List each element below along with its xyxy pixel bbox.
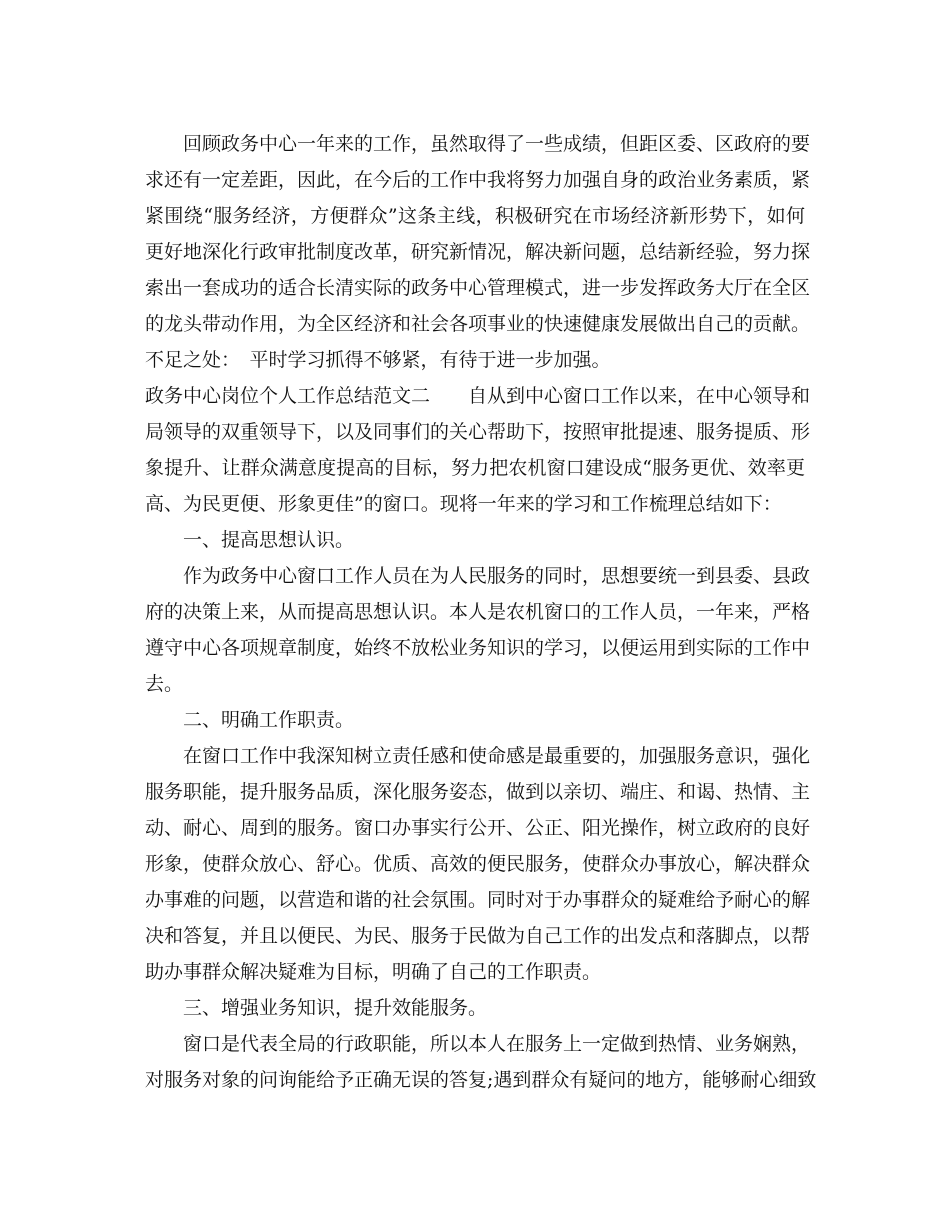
text-line: 府的决策上来，从而提高思想认识。本人是农机窗口的工作人员，一年来，严格 xyxy=(145,601,811,623)
text-line: 的龙头带动作用，为全区经济和社会各项事业的快速健康发展做出自己的贡献。 xyxy=(145,313,811,335)
text-line: 政务中心岗位个人工作总结范文二 自从到中心窗口工作以来，在中心领导和 xyxy=(145,385,811,407)
text-line: 窗口是代表全局的行政职能，所以本人在服务上一定做到热情、业务娴熟， xyxy=(145,1033,811,1055)
text-line: 在窗口工作中我深知树立责任感和使命感是最重要的，加强服务意识，强化 xyxy=(145,745,811,767)
text-line: 办事难的问题，以营造和谐的社会氛围。同时对于办事群众的疑难给予耐心的解 xyxy=(145,889,811,911)
text-line: 形象，使群众放心、舒心。优质、高效的便民服务，使群众办事放心，解决群众 xyxy=(145,853,811,875)
text-line: 求还有一定差距，因此，在今后的工作中我将努力加强自身的政治业务素质，紧 xyxy=(145,169,811,191)
text-line: 三、增强业务知识，提升效能服务。 xyxy=(145,997,488,1019)
text-line: 高、为民更便、形象更佳”的窗口。现将一年来的学习和工作梳理总结如下： xyxy=(145,493,782,515)
text-line: 象提升、让群众满意度提高的目标，努力把农机窗口建设成“服务更优、效率更 xyxy=(145,457,805,479)
text-line: 服务职能，提升服务品质，深化服务姿态，做到以亲切、端庄、和谒、热情、主 xyxy=(145,781,811,803)
text-line: 遵守中心各项规章制度，始终不放松业务知识的学习，以便运用到实际的工作中 xyxy=(145,637,811,659)
text-line: 动、耐心、周到的服务。窗口办事实行公开、公正、阳光操作，树立政府的良好 xyxy=(145,817,811,839)
text-line: 助办事群众解决疑难为目标，明确了自己的工作职责。 xyxy=(145,961,602,983)
text-line: 更好地深化行政审批制度改革，研究新情况，解决新问题，总结新经验，努力探 xyxy=(145,241,811,263)
text-line: 对服务对象的问询能给予正确无误的答复;遇到群众有疑问的地方，能够耐心细致 xyxy=(145,1069,817,1091)
text-line: 一、提高思想认识。 xyxy=(145,529,355,551)
text-line: 局领导的双重领导下，以及同事们的关心帮助下，按照审批提速、服务提质、形 xyxy=(145,421,811,443)
document-body xyxy=(145,126,817,1098)
text-line: 去。 xyxy=(145,673,184,695)
text-line: 紧围绕“服务经济，方便群众”这条主线，积极研究在市场经济新形势下，如何 xyxy=(145,205,805,227)
text-line: 决和答复，并且以便民、为民、服务于民做为自己工作的出发点和落脚点，以帮 xyxy=(145,925,811,947)
text-line: 不足之处： 平时学习抓得不够紧，有待于进一步加强。 xyxy=(145,349,611,371)
text-line: 二、明确工作职责。 xyxy=(145,709,355,731)
text-line: 作为政务中心窗口工作人员在为人民服务的同时，思想要统一到县委、县政 xyxy=(145,565,811,587)
text-line: 索出一套成功的适合长清实际的政务中心管理模式，进一步发挥政务大厅在全区 xyxy=(145,277,811,299)
text-line: 回顾政务中心一年来的工作，虽然取得了一些成绩，但距区委、区政府的要 xyxy=(145,133,811,155)
